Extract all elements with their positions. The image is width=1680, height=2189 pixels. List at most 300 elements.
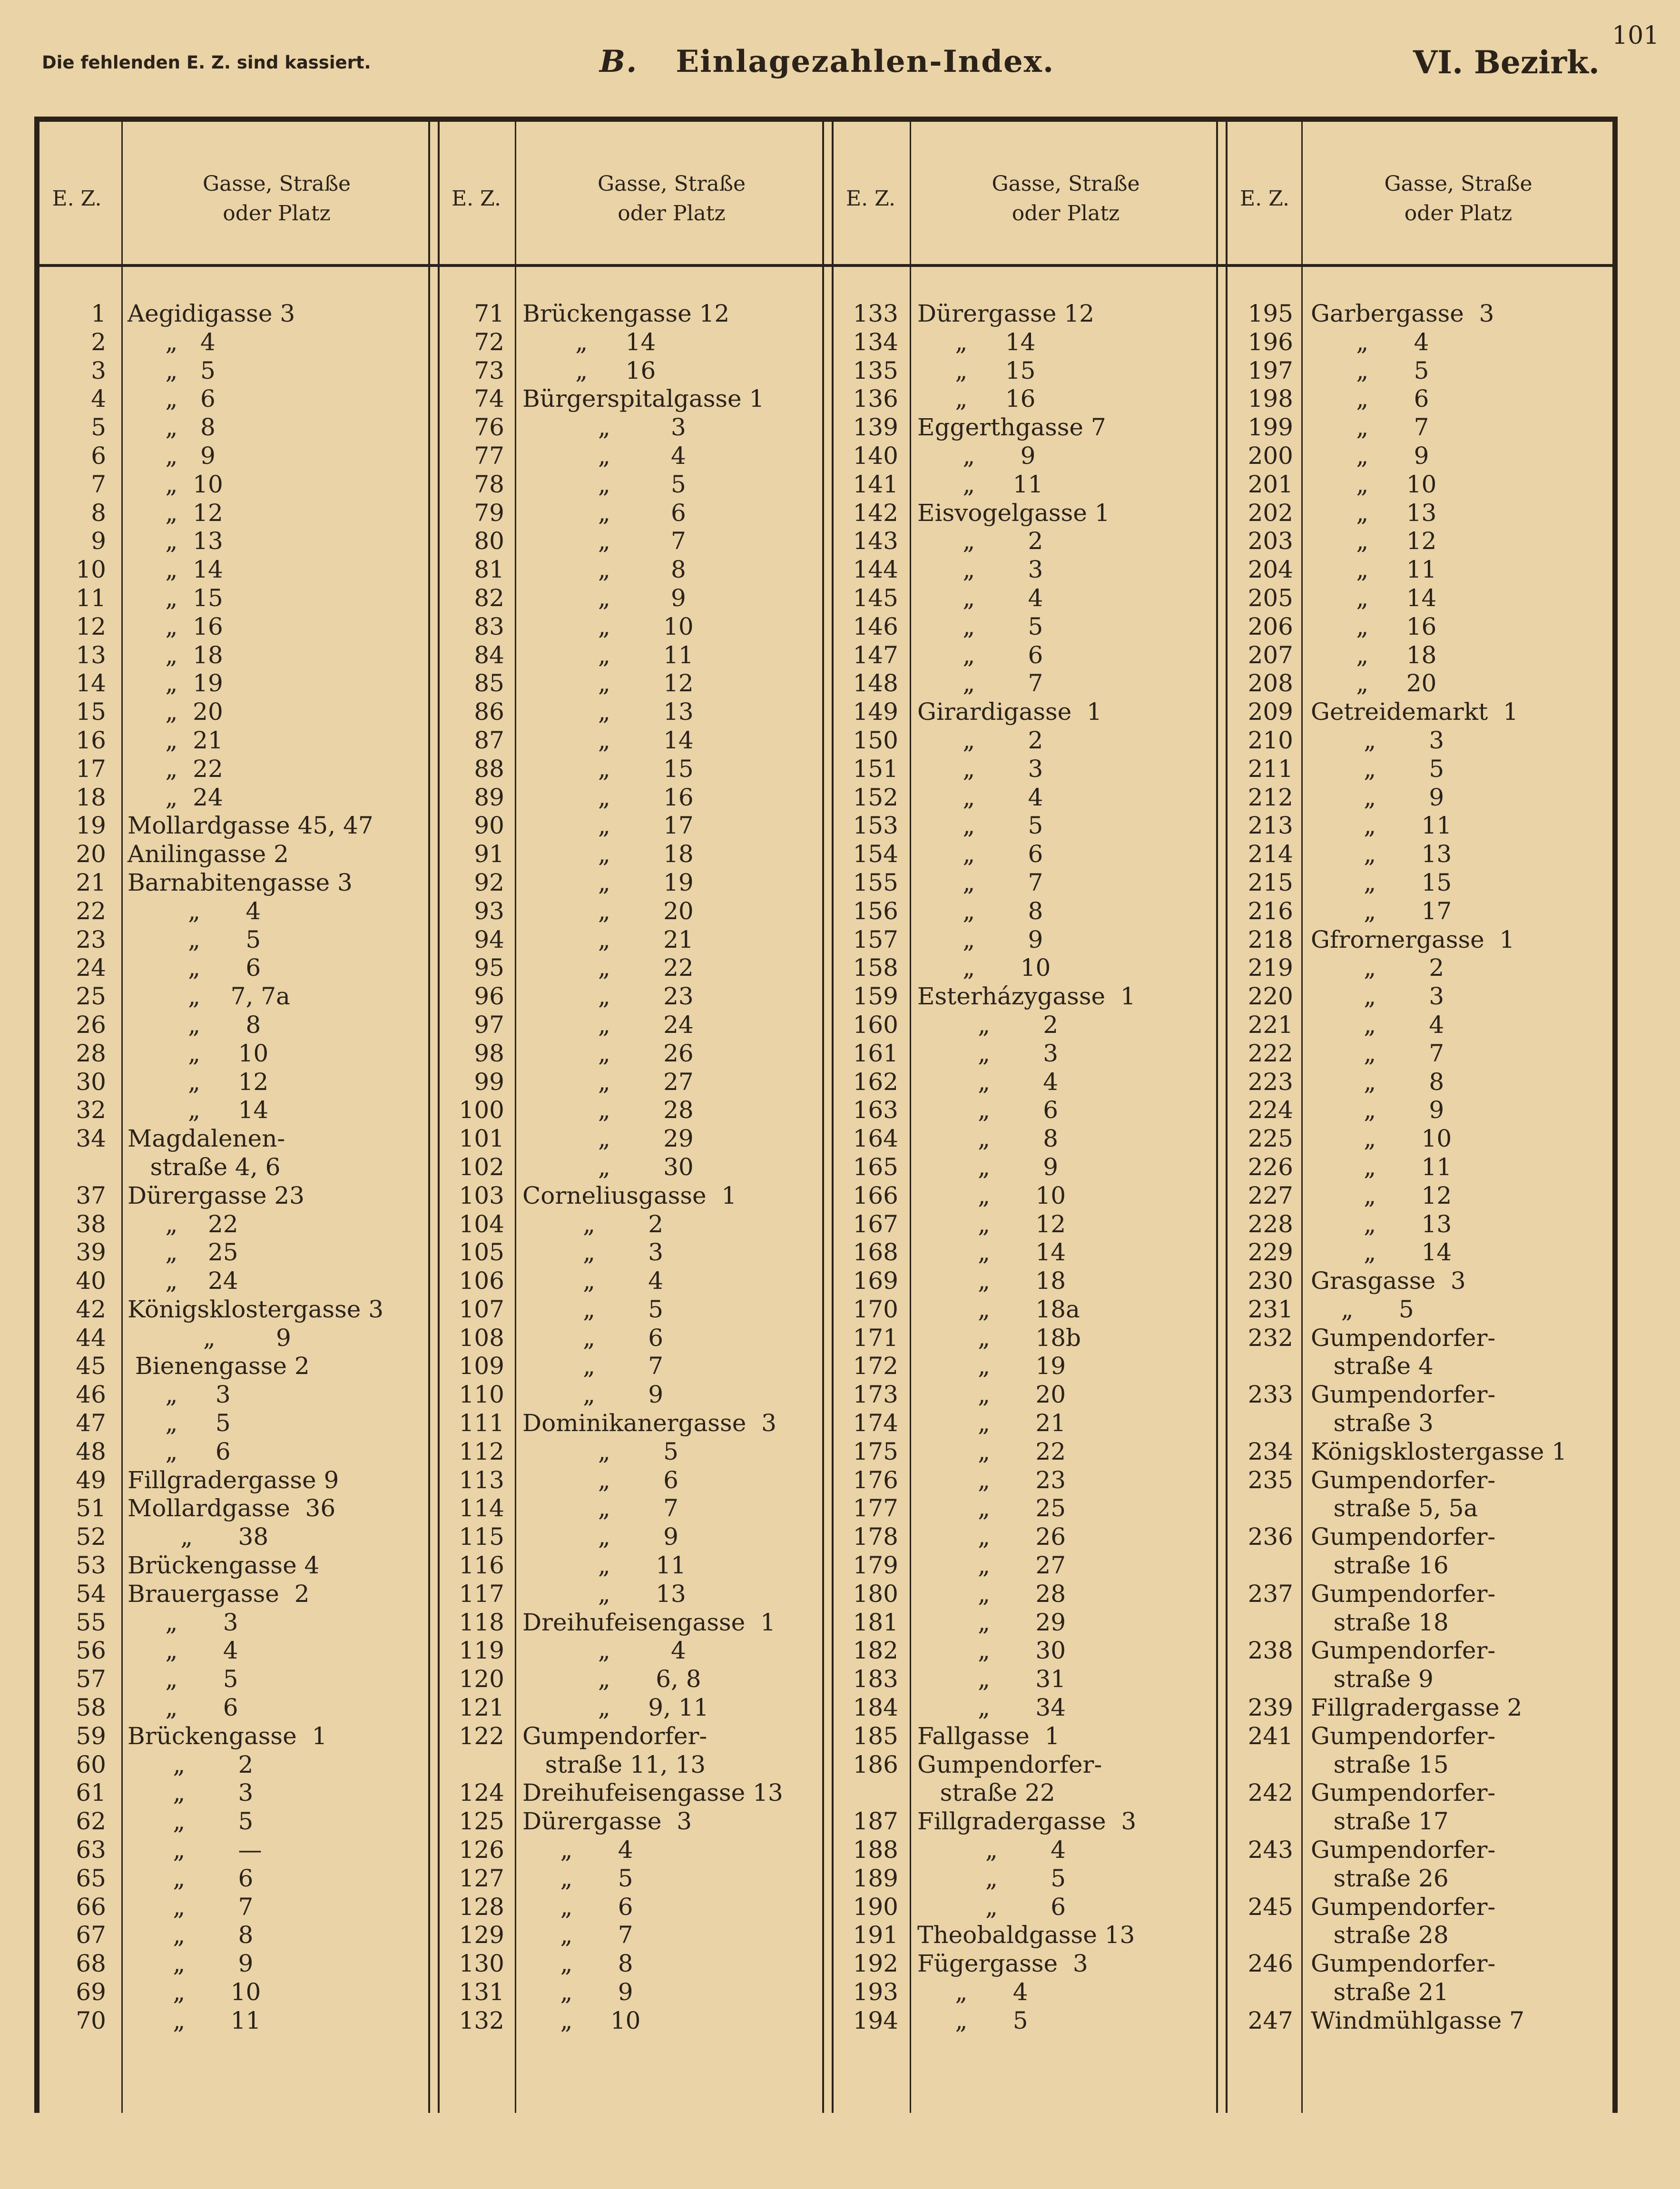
- ez-number: 17: [76, 755, 106, 783]
- index-row: [42, 442, 431, 471]
- ez-number: 153: [853, 812, 898, 840]
- ez-number: 6: [91, 442, 106, 470]
- street-entry: „ 4: [1311, 328, 1429, 356]
- index-row: [442, 1694, 825, 1722]
- index-row: [442, 784, 825, 812]
- ez-number: 39: [76, 1238, 106, 1266]
- index-row: [442, 897, 825, 926]
- street-entry: „ 8: [1311, 1068, 1444, 1096]
- index-row: [442, 1324, 825, 1353]
- street-entry: „ 14: [128, 1096, 269, 1124]
- ez-number: 232: [1248, 1324, 1293, 1352]
- ez-number: 241: [1248, 1722, 1293, 1750]
- ez-number: 202: [1248, 499, 1293, 527]
- index-row: [837, 1324, 1219, 1353]
- street-entry: „ 5: [128, 1807, 254, 1836]
- ez-number: 8: [91, 499, 106, 527]
- ez-number: 211: [1248, 755, 1293, 783]
- street-entry: „ 4: [1311, 1011, 1444, 1039]
- street-entry: Brückengasse 1: [128, 1722, 327, 1750]
- index-row: [442, 840, 825, 869]
- street-entry: Eggerthgasse 7: [917, 413, 1106, 442]
- index-row: [1230, 641, 1611, 670]
- ez-number: 126: [459, 1836, 504, 1864]
- index-row: [1230, 1438, 1611, 1466]
- street-header-line2: oder Platz: [1404, 201, 1513, 226]
- street-entry: „ 6: [917, 840, 1043, 868]
- index-row: [42, 869, 431, 897]
- street-entry: Fillgradergasse 2: [1311, 1694, 1523, 1722]
- street-entry: Gumpendorfer-: [1311, 1523, 1496, 1551]
- street-entry: „ 2: [522, 1210, 664, 1238]
- index-row: [837, 1068, 1219, 1097]
- ez-number: 63: [76, 1836, 106, 1864]
- index-row: [837, 1694, 1219, 1722]
- index-row: [837, 1751, 1219, 1779]
- ez-header: E. Z.: [452, 186, 501, 211]
- index-row: [1230, 1893, 1611, 1922]
- street-entry: „ 6: [128, 1864, 254, 1892]
- ez-number: 128: [459, 1893, 504, 1921]
- ez-number: 10: [76, 556, 106, 584]
- street-entry: „ 23: [522, 982, 694, 1011]
- ez-number: 99: [474, 1068, 504, 1096]
- index-row: [837, 1865, 1219, 1893]
- index-row: [1230, 1409, 1611, 1438]
- street-entry: „ 5: [522, 470, 686, 498]
- street-entry: „ 4: [522, 442, 686, 470]
- street-entry: „ 4: [917, 584, 1043, 612]
- street-entry: straße 16: [1311, 1551, 1449, 1580]
- index-row: [42, 1694, 431, 1722]
- index-row: [442, 1494, 825, 1523]
- index-row: [837, 897, 1219, 926]
- street-entry: „ 14: [522, 726, 694, 754]
- ez-number: 206: [1248, 612, 1293, 640]
- ez-number: 216: [1248, 897, 1293, 925]
- street-entry: Brauergasse 2: [128, 1580, 310, 1608]
- ez-number: 30: [76, 1068, 106, 1096]
- column-double-rule: [1216, 122, 1228, 2113]
- street-entry: „ 10: [917, 1181, 1066, 1209]
- ez-number: 198: [1248, 385, 1293, 413]
- ez-number: 147: [853, 641, 898, 669]
- index-row: [837, 1182, 1219, 1210]
- street-entry: „ 18: [1311, 641, 1437, 669]
- index-row: [442, 669, 825, 698]
- index-row: [837, 328, 1219, 357]
- street-entry: „ 28: [917, 1580, 1066, 1608]
- index-row: [837, 954, 1219, 982]
- column-double-rule: [428, 122, 440, 2113]
- index-row: [42, 982, 431, 1011]
- index-row: [442, 1893, 825, 1922]
- index-row: [442, 641, 825, 670]
- ez-number: 11: [76, 584, 106, 612]
- index-row: [442, 413, 825, 442]
- street-entry: „ 14: [128, 556, 223, 584]
- index-row: [837, 1637, 1219, 1665]
- street-header-text: [992, 169, 1140, 228]
- ez-number: 223: [1248, 1068, 1293, 1096]
- ez-number: 88: [474, 755, 504, 783]
- ez-number: 180: [853, 1580, 898, 1608]
- index-row: [442, 1267, 825, 1296]
- street-entry: „ 12: [522, 669, 694, 697]
- street-entry: „ 7, 7a: [128, 982, 290, 1011]
- index-row: [42, 1893, 431, 1922]
- street-entry: Dreihufeisengasse 1: [522, 1608, 776, 1636]
- street-header-line2: oder Platz: [223, 201, 331, 226]
- index-row: [1230, 669, 1611, 698]
- ez-number: 179: [853, 1551, 898, 1580]
- ez-number: 22: [76, 897, 106, 925]
- street-entry: „ 8: [917, 1125, 1059, 1153]
- index-row: [442, 982, 825, 1011]
- street-entry: straße 22: [917, 1779, 1055, 1807]
- street-entry: „ 8: [128, 1921, 254, 1949]
- street-entry: „ 5: [128, 1409, 231, 1437]
- ez-number: 9: [91, 527, 106, 555]
- ez-number: 125: [459, 1807, 504, 1836]
- ez-number: 34: [76, 1125, 106, 1153]
- index-row: [42, 784, 431, 812]
- street-header-line2: oder Platz: [618, 201, 726, 226]
- index-row: [837, 357, 1219, 385]
- ez-number: 105: [459, 1238, 504, 1266]
- street-entry: straße 18: [1311, 1608, 1449, 1636]
- street-entry: „ 6: [128, 954, 261, 982]
- street-entry: „ 34: [917, 1694, 1066, 1722]
- street-entry: „ 21: [917, 1409, 1066, 1437]
- street-entry: „ 9: [522, 584, 686, 612]
- street-entry: „ 24: [128, 1267, 238, 1295]
- ez-number: 170: [853, 1295, 898, 1323]
- ez-number: 156: [853, 897, 898, 925]
- street-entry: „ 26: [522, 1039, 694, 1067]
- index-row: [42, 1438, 431, 1466]
- street-entry: Getreidemarkt 1: [1311, 698, 1518, 726]
- index-row: [442, 1068, 825, 1097]
- street-entry: „ 9: [917, 1153, 1059, 1181]
- street-entry: „ 9: [522, 1381, 664, 1409]
- street-entry: „ 20: [917, 1381, 1066, 1409]
- street-entry: Magdalenen-: [128, 1125, 285, 1153]
- street-entry: „ 5: [128, 356, 216, 384]
- index-row: [837, 1836, 1219, 1865]
- index-row: [837, 812, 1219, 840]
- index-row: [42, 1836, 431, 1865]
- ez-number: 87: [474, 726, 504, 754]
- street-entry: „ 12: [128, 499, 223, 527]
- index-row: [837, 1494, 1219, 1523]
- ez-number: 195: [1248, 300, 1293, 327]
- street-entry: „ 9: [522, 1523, 678, 1551]
- ez-number: 161: [853, 1039, 898, 1067]
- ez-number: 127: [459, 1864, 504, 1892]
- street-entry: „ 3: [522, 413, 686, 442]
- ez-number: 230: [1248, 1267, 1293, 1295]
- street-entry: „ 7: [1311, 1039, 1444, 1067]
- street-entry: Dominikanergasse 3: [522, 1409, 776, 1437]
- index-row: [1230, 1352, 1611, 1381]
- ez-number: 54: [76, 1580, 106, 1608]
- index-row: [42, 897, 431, 926]
- index-row: [1230, 442, 1611, 471]
- index-row: [837, 385, 1219, 413]
- index-row: [1230, 300, 1611, 328]
- ez-number: 171: [853, 1324, 898, 1352]
- street-entry: „ 7: [522, 527, 686, 555]
- street-entry: „ 11: [522, 641, 694, 669]
- street-entry: „ 10: [128, 470, 223, 498]
- ez-number: 157: [853, 925, 898, 953]
- street-entry: „ 14: [1311, 1238, 1452, 1266]
- street-entry: „ 11: [128, 2006, 261, 2034]
- ez-number: 243: [1248, 1836, 1293, 1864]
- index-row: [1230, 1324, 1611, 1353]
- index-row: [837, 669, 1219, 698]
- street-entry: „ 11: [1311, 1153, 1452, 1181]
- street-entry: „ 10: [128, 1039, 269, 1067]
- ez-number: 194: [853, 2006, 898, 2034]
- ez-number: 117: [459, 1580, 504, 1608]
- street-entry: „ 16: [917, 385, 1036, 413]
- index-row: [837, 1125, 1219, 1153]
- ez-number: 97: [474, 1011, 504, 1039]
- ez-number: 70: [76, 2006, 106, 2034]
- street-entry: Corneliusgasse 1: [522, 1181, 737, 1209]
- ez-number: 120: [459, 1665, 504, 1693]
- ez-number: 233: [1248, 1381, 1293, 1409]
- ez-number: 1: [91, 300, 106, 327]
- street-header-line1: Gasse, Straße: [1384, 171, 1533, 196]
- index-row: [42, 1865, 431, 1893]
- ez-number: 189: [853, 1864, 898, 1892]
- ez-number: 72: [474, 328, 504, 356]
- ez-number: 103: [459, 1181, 504, 1209]
- ez-number: 108: [459, 1324, 504, 1352]
- ez-number: 101: [459, 1125, 504, 1153]
- street-entry: „ 6: [522, 1893, 633, 1921]
- index-row: [837, 784, 1219, 812]
- index-row: [442, 357, 825, 385]
- street-entry: „ 4: [917, 1068, 1059, 1096]
- street-entry: „ 7: [917, 868, 1043, 896]
- index-row: [837, 1921, 1219, 1950]
- street-entry: „ 22: [522, 954, 694, 982]
- street-entry: „ 27: [917, 1551, 1066, 1580]
- street-entry: „ 7: [522, 1494, 678, 1522]
- index-row: [837, 527, 1219, 556]
- ez-number: 19: [76, 812, 106, 840]
- index-row: [837, 1978, 1219, 2007]
- street-entry: „ 5: [917, 1864, 1066, 1892]
- street-entry: „ 10: [128, 1978, 261, 2006]
- index-row: [837, 641, 1219, 670]
- index-row: [42, 2007, 431, 2035]
- index-row: [837, 926, 1219, 954]
- street-entry: „ —: [128, 1836, 262, 1864]
- index-row: [1230, 698, 1611, 726]
- index-row: [442, 1551, 825, 1580]
- ez-number: 94: [474, 925, 504, 953]
- street-entry: „ 13: [128, 527, 223, 555]
- ez-number: 90: [474, 812, 504, 840]
- index-row: [1230, 357, 1611, 385]
- ez-number: 112: [459, 1437, 504, 1465]
- street-entry: Fügergasse 3: [917, 1950, 1088, 1978]
- index-row: [837, 1210, 1219, 1239]
- street-entry: straße 11, 13: [522, 1750, 706, 1778]
- index-row: [837, 1580, 1219, 1609]
- street-header-text: [203, 169, 351, 228]
- index-row: [1230, 1551, 1611, 1580]
- index-row: [837, 1267, 1219, 1296]
- index-row: [42, 1580, 431, 1609]
- street-entry: „ 15: [522, 755, 694, 783]
- index-row: [1230, 1182, 1611, 1210]
- index-row: [1230, 584, 1611, 613]
- index-row: [42, 385, 431, 413]
- ez-number: 169: [853, 1267, 898, 1295]
- street-entry: straße 21: [1311, 1978, 1449, 2006]
- index-row: [42, 1722, 431, 1751]
- street-entry: „ 17: [1311, 897, 1452, 925]
- street-entry: „ 10: [917, 954, 1051, 982]
- ez-number: 151: [853, 755, 898, 783]
- index-row: [837, 556, 1219, 584]
- index-row: [42, 1523, 431, 1551]
- street-entry: „ 10: [522, 612, 694, 640]
- street-entry: „ 4: [917, 783, 1043, 811]
- ez-number: 177: [853, 1494, 898, 1522]
- index-row: [42, 1466, 431, 1495]
- index-row: [442, 385, 825, 413]
- ez-number: 67: [76, 1921, 106, 1949]
- ez-number: 221: [1248, 1011, 1293, 1039]
- index-row: [442, 1381, 825, 1409]
- ez-number: 93: [474, 897, 504, 925]
- street-entry: „ 10: [522, 2006, 641, 2034]
- ez-number: 26: [76, 1011, 106, 1039]
- street-entry: „ 2: [917, 726, 1043, 754]
- street-entry: Gumpendorfer-: [1311, 1950, 1496, 1978]
- ez-number: 20: [76, 840, 106, 868]
- index-row: [442, 1238, 825, 1267]
- ez-number: 116: [459, 1551, 504, 1580]
- street-entry: „ 16: [522, 783, 694, 811]
- ez-number: 218: [1248, 925, 1293, 953]
- ez-number: 78: [474, 470, 504, 498]
- street-entry: „ 5: [1311, 1295, 1414, 1323]
- index-row: [837, 613, 1219, 641]
- ez-header: E. Z.: [1240, 186, 1289, 211]
- street-entry: „ 6: [522, 1324, 664, 1352]
- street-entry: Dürergasse 12: [917, 300, 1094, 327]
- index-row: [837, 1011, 1219, 1040]
- street-header: [913, 133, 1219, 264]
- index-row: [42, 698, 431, 726]
- street-entry: „ 5: [1311, 356, 1429, 384]
- street-entry: „ 26: [917, 1523, 1066, 1551]
- street-entry: „ 9: [1311, 442, 1429, 470]
- street-entry: „ 9: [128, 442, 216, 470]
- street-entry: „ 23: [917, 1466, 1066, 1494]
- index-row: [1230, 1580, 1611, 1609]
- street-entry: „ 14: [1311, 584, 1437, 612]
- index-row: [1230, 413, 1611, 442]
- street-entry: „ 5: [522, 1295, 664, 1323]
- ez-number: 86: [474, 698, 504, 726]
- ez-number: 203: [1248, 527, 1293, 555]
- ez-number: 107: [459, 1295, 504, 1323]
- ez-number: 91: [474, 840, 504, 868]
- index-row: [42, 613, 431, 641]
- index-row: [1230, 1068, 1611, 1097]
- index-row: [837, 1296, 1219, 1324]
- column-rule: [1301, 122, 1303, 2113]
- street-entry: Gumpendorfer-: [1311, 1722, 1496, 1750]
- index-row: [42, 1096, 431, 1125]
- ez-number: 65: [76, 1864, 106, 1892]
- ez-number: 122: [459, 1722, 504, 1750]
- index-row: [1230, 1466, 1611, 1495]
- ez-header: E. Z.: [52, 186, 102, 211]
- index-column: [42, 300, 431, 2035]
- street-entry: „ 7: [128, 1893, 254, 1921]
- ez-number: 214: [1248, 840, 1293, 868]
- index-row: [1230, 1011, 1611, 1040]
- index-row: [42, 1494, 431, 1523]
- street-entry: Bürgerspitalgasse 1: [522, 385, 765, 413]
- street-entry: „ 8: [522, 1950, 633, 1978]
- index-column: [1230, 300, 1611, 2035]
- index-row: [1230, 1494, 1611, 1523]
- street-entry: straße 4: [1311, 1352, 1434, 1380]
- index-row: [1230, 1978, 1611, 2007]
- index-row: [837, 442, 1219, 471]
- street-entry: „ 8: [128, 413, 216, 442]
- street-entry: „ 6: [917, 1096, 1059, 1124]
- street-header-line2: oder Platz: [1012, 201, 1120, 226]
- street-entry: straße 26: [1311, 1864, 1449, 1892]
- street-entry: „ 19: [522, 868, 694, 896]
- index-row: [42, 1551, 431, 1580]
- street-entry: „ 31: [917, 1665, 1066, 1693]
- column-rule: [910, 122, 911, 2113]
- street-entry: Anilingasse 2: [128, 840, 289, 868]
- ez-number: 163: [853, 1096, 898, 1124]
- index-row: [837, 1551, 1219, 1580]
- street-entry: Gumpendorfer-: [1311, 1381, 1496, 1409]
- index-row: [837, 755, 1219, 784]
- ez-number: 114: [459, 1494, 504, 1522]
- index-row: [442, 1523, 825, 1551]
- street-entry: Dreihufeisengasse 13: [522, 1779, 783, 1807]
- ez-number: 215: [1248, 868, 1293, 896]
- index-row: [442, 1011, 825, 1040]
- street-entry: Gfrornergasse 1: [1311, 925, 1515, 953]
- ez-number: 85: [474, 669, 504, 697]
- street-entry: „ 20: [128, 698, 223, 726]
- ez-number: 246: [1248, 1950, 1293, 1978]
- index-row: [1230, 1523, 1611, 1551]
- street-entry: „ 6: [917, 1893, 1066, 1921]
- street-entry: Garbergasse 3: [1311, 300, 1494, 327]
- street-entry: „ 5: [1311, 755, 1444, 783]
- index-row: [1230, 1296, 1611, 1324]
